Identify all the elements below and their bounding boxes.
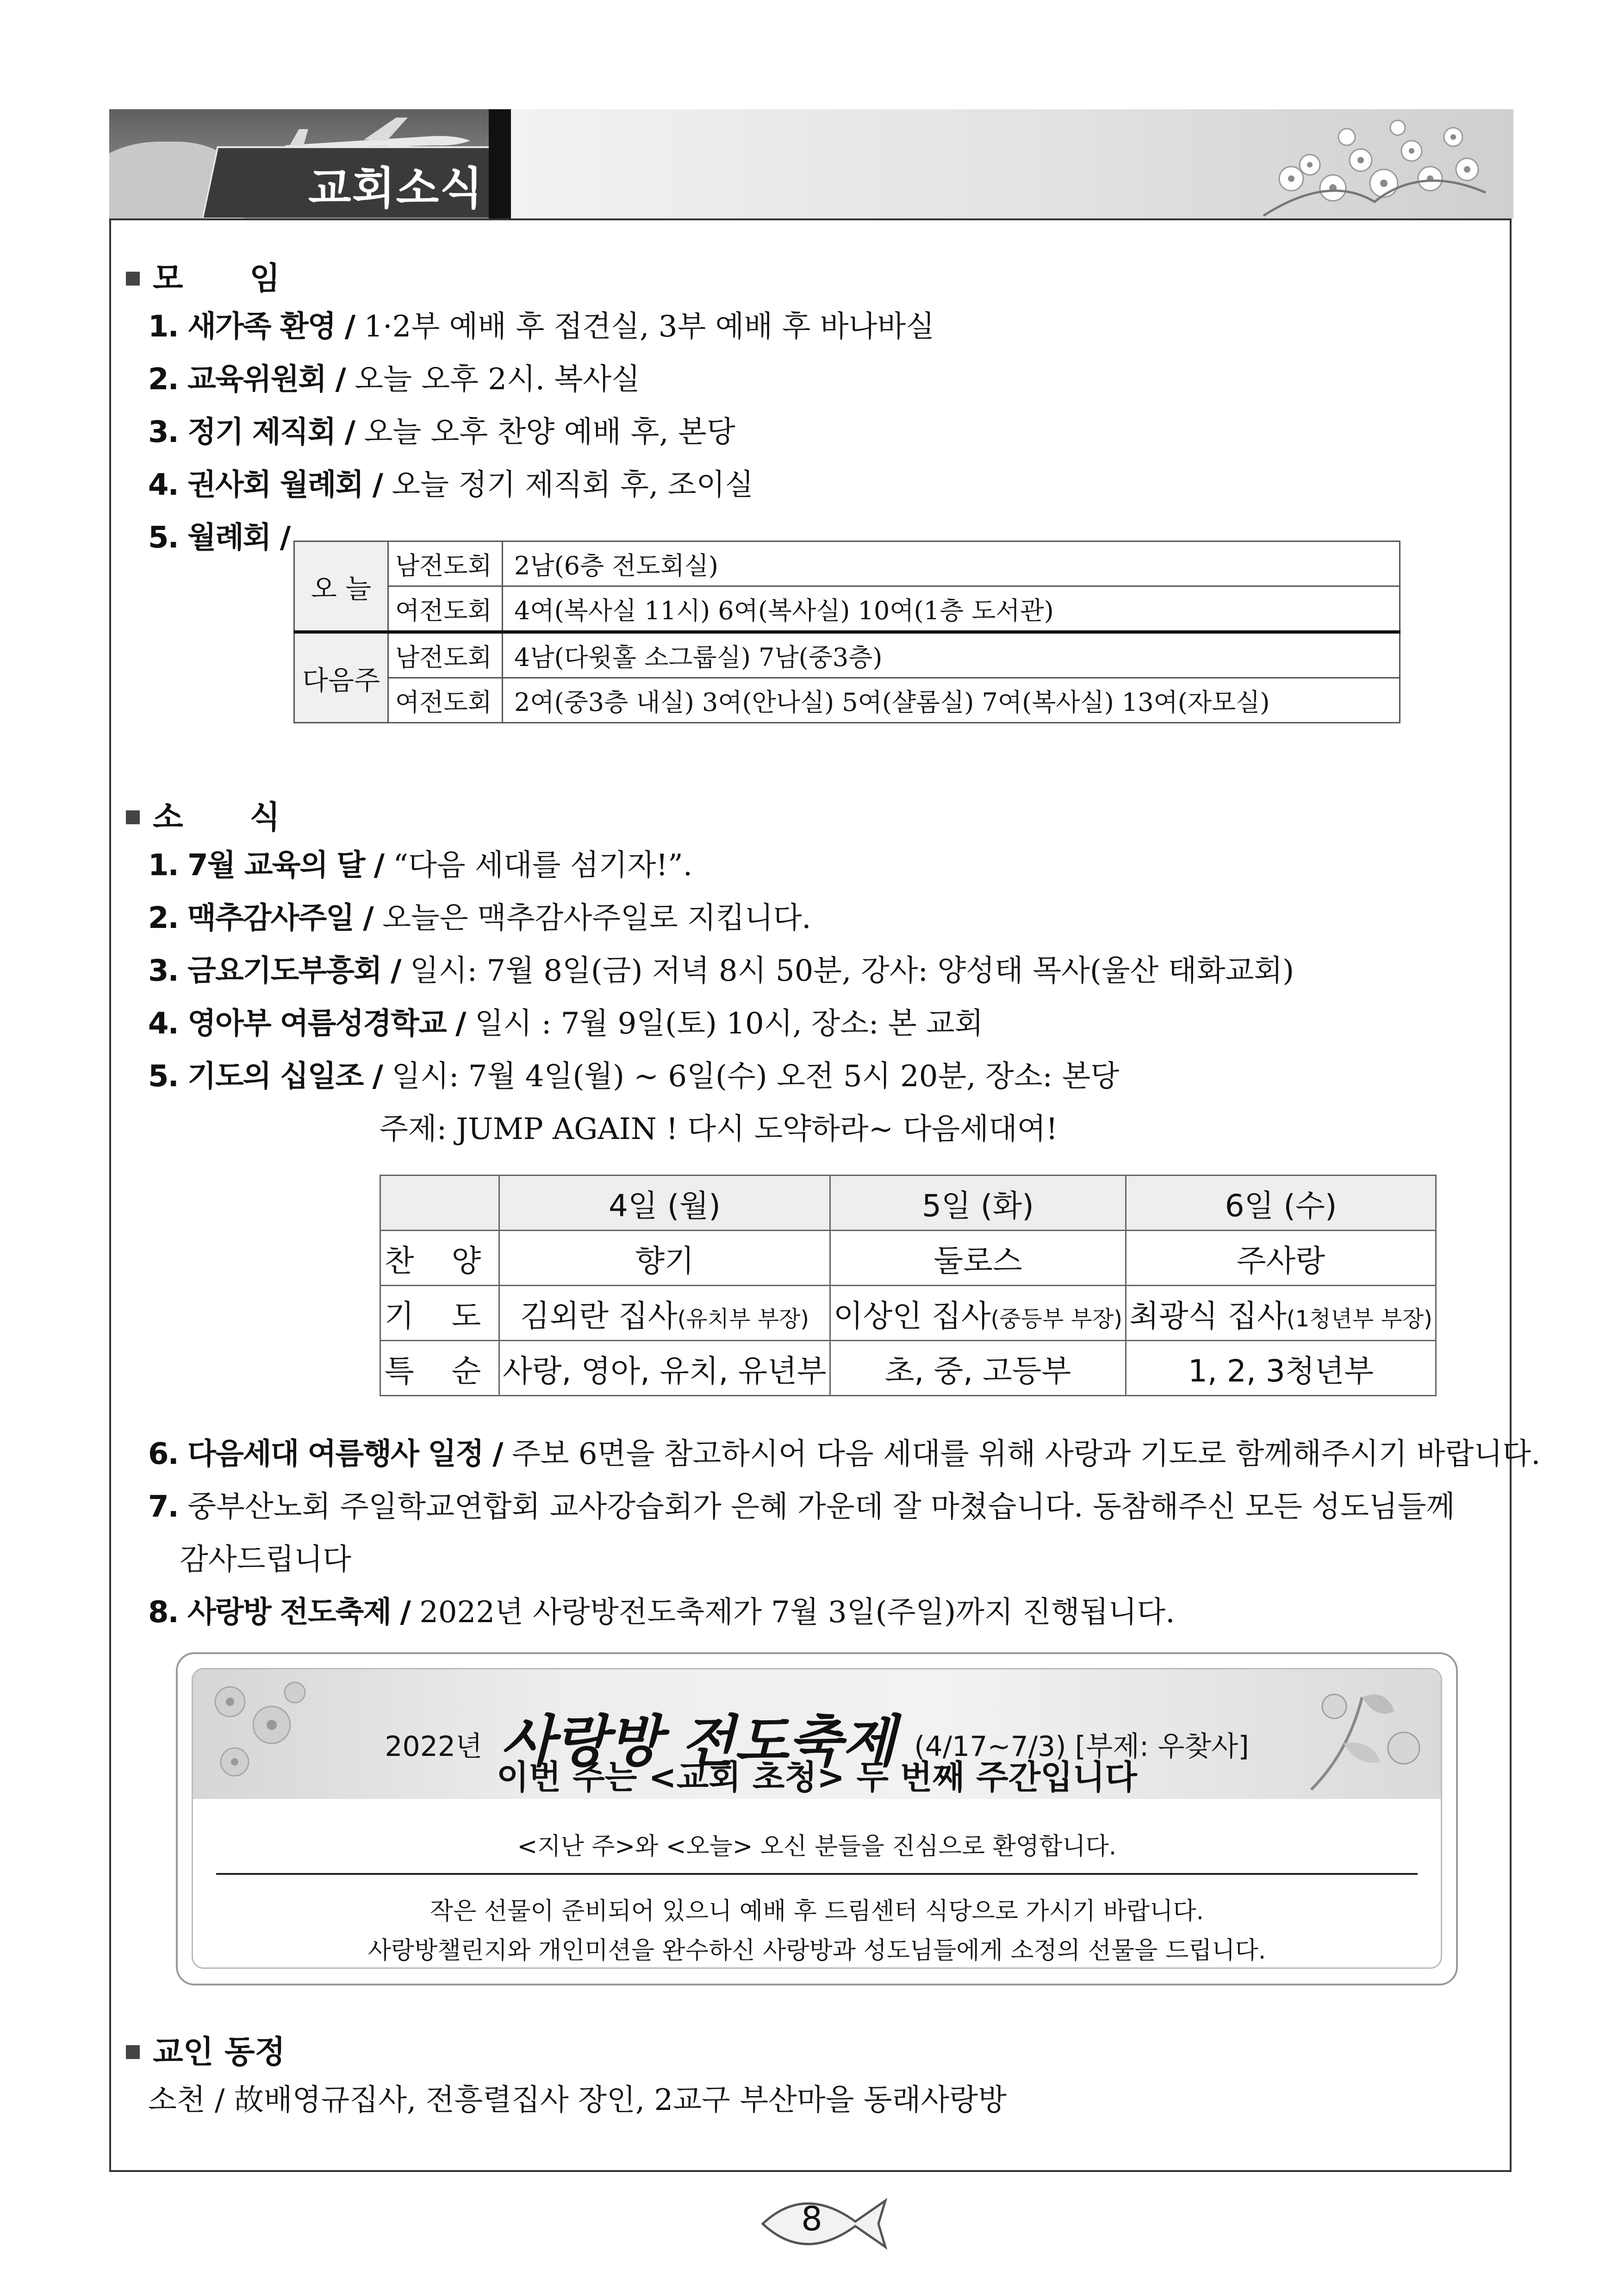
table-cell: 이상인 집사(중등부 부장) <box>830 1286 1126 1341</box>
prayer-theme: 주제: JUMP AGAIN ! 다시 도약하라~ 다음세대여! <box>380 1112 1058 1146</box>
news-item: 6. 다음세대 여름행사 일정 / 주보 6면을 참고하시어 다음 세대를 위해 사랑과 기도로 함께해주시기 바랍니다. <box>148 1437 1541 1471</box>
news-item: 1. 7월 교육의 달 / “다음 세대를 섬기자!”. <box>148 848 693 883</box>
bullet-square-icon <box>126 810 140 824</box>
value-cell: 2남(6층 전도회실) <box>503 541 1400 586</box>
members-heading: 교인 동정 <box>126 2027 285 2072</box>
row-header: 특 순 <box>380 1341 499 1396</box>
evangelism-festival-box <box>176 1652 1458 1985</box>
kind-cell: 남전도회 <box>388 541 503 586</box>
table-cell: 사랑, 영아, 유치, 유년부 <box>499 1341 830 1396</box>
table-cell: 1, 2, 3청년부 <box>1126 1341 1436 1396</box>
row-header: 기 도 <box>380 1286 499 1341</box>
table-cell: 주사랑 <box>1126 1231 1436 1286</box>
corner-cell <box>380 1176 499 1231</box>
event-welcome: <지난 주>와 <오늘> 오신 분들을 진심으로 환영합니다. <box>517 1833 1117 1860</box>
members-news: 소천 / 故배영규집사, 전흥렬집사 장인, 2교구 부산마을 동래사랑방 <box>148 2083 1007 2117</box>
kind-cell: 남전도회 <box>388 632 503 678</box>
meeting-item: 1. 새가족 환영 / 1·2부 예배 후 접견실, 3부 예배 후 바나바실 <box>148 310 935 344</box>
news-item: 7. 중부산노회 주일학교연합회 교사강습회가 은혜 가운데 잘 마쳤습니다. 동참해주신 모든 성도님들께 <box>148 1490 1455 1524</box>
table-row <box>380 1341 1436 1396</box>
table-row <box>380 1286 1436 1341</box>
day-header: 4일 (월) <box>499 1176 830 1231</box>
banner-decoration <box>511 109 1513 218</box>
meeting-item: 2. 교육위원회 / 오늘 오후 2시. 복사실 <box>148 362 640 397</box>
news-item: 4. 영아부 여름성경학교 / 일시 : 7월 9일(토) 10시, 장소: 본 교회 <box>148 1007 983 1041</box>
news-item: 5. 기도의 십일조 / 일시: 7월 4일(월) ~ 6일(수) 오전 5시 20분, 장소: 본당 <box>148 1059 1120 1094</box>
table-cell: 김외란 집사(유치부 부장) <box>499 1286 830 1341</box>
news-item: 2. 맥추감사주일 / 오늘은 맥추감사주일로 지킵니다. <box>148 901 811 935</box>
table-cell: 향기 <box>499 1231 830 1286</box>
event-divider <box>216 1873 1418 1875</box>
table-row <box>294 678 1400 723</box>
event-subtitle: 이번 주는 <교회 초청> 두 번째 주간입니다 <box>497 1758 1137 1797</box>
value-cell: 4여(복사실 11시) 6여(복사실) 10여(1층 도서관) <box>503 586 1400 632</box>
value-cell: 2여(중3층 내실) 3여(안나실) 5여(샬롬실) 7여(복사실) 13여(자모실) <box>503 678 1400 723</box>
table-row <box>380 1176 1436 1231</box>
bullet-square-icon <box>126 272 140 286</box>
table-cell: 초, 중, 고등부 <box>830 1341 1126 1396</box>
news-item-continued: 감사드립니다 <box>180 1543 351 1577</box>
prayer-schedule-table <box>380 1175 1437 1396</box>
day-header: 5일 (화) <box>830 1176 1126 1231</box>
event-note: 작은 선물이 준비되어 있으니 예배 후 드림센터 식당으로 가시기 바랍니다. <box>429 1898 1204 1925</box>
table-row <box>294 586 1400 632</box>
page-number-badge <box>753 2189 892 2259</box>
group-cell: 오 늘 <box>294 541 388 632</box>
news-item: 3. 금요기도부흥회 / 일시: 7월 8일(금) 저녁 8시 50분, 강사: 양성태 목사(울산 태화교회) <box>148 954 1294 988</box>
news-item: 8. 사랑방 전도축제 / 2022년 사랑방전도축제가 7월 3일(주일)까지 진행됩니다. <box>148 1595 1175 1630</box>
kind-cell: 여전도회 <box>388 678 503 723</box>
table-row <box>294 632 1400 678</box>
meeting-item: 3. 정기 제직회 / 오늘 오후 찬양 예배 후, 본당 <box>148 415 735 449</box>
meeting-item: 4. 권사회 월례회 / 오늘 정기 제직회 후, 조이실 <box>148 468 754 502</box>
table-cell: 최광식 집사(1청년부 부장) <box>1126 1286 1436 1341</box>
day-header: 6일 (수) <box>1126 1176 1436 1231</box>
bullet-square-icon <box>126 2045 140 2059</box>
event-title: 2022년 사랑방 전도축제 (4/17~7/3) [부제: 우찾사] <box>385 1709 1249 1774</box>
flower-decoration-icon <box>1236 109 1495 218</box>
kind-cell: 여전도회 <box>388 586 503 632</box>
meeting-item: 5. 월례회 / <box>148 521 290 555</box>
value-cell: 4남(다윗홀 소그룹실) 7남(중3층) <box>503 632 1400 678</box>
banner-divider <box>489 109 511 218</box>
group-cell: 다음주 <box>294 632 388 723</box>
row-header: 찬 양 <box>380 1231 499 1286</box>
page-number: 8 <box>801 2199 822 2238</box>
page-title: 교회소식 <box>308 162 484 214</box>
section-banner <box>109 109 1513 218</box>
table-cell: 둘로스 <box>830 1231 1126 1286</box>
table-row <box>294 541 1400 586</box>
event-script-title: 사랑방 전도축제 <box>501 1709 896 1774</box>
table-row <box>380 1231 1436 1286</box>
event-note: 사랑방챌린지와 개인미션을 완수하신 사랑방과 성도님들에게 소정의 선물을 드립니다. <box>367 1937 1266 1965</box>
monthly-meeting-table <box>293 541 1400 723</box>
event-header-band <box>193 1669 1441 1799</box>
meetings-heading: 모 임 <box>126 254 308 299</box>
news-heading: 소 식 <box>126 792 308 837</box>
event-inner-frame <box>192 1668 1442 1969</box>
